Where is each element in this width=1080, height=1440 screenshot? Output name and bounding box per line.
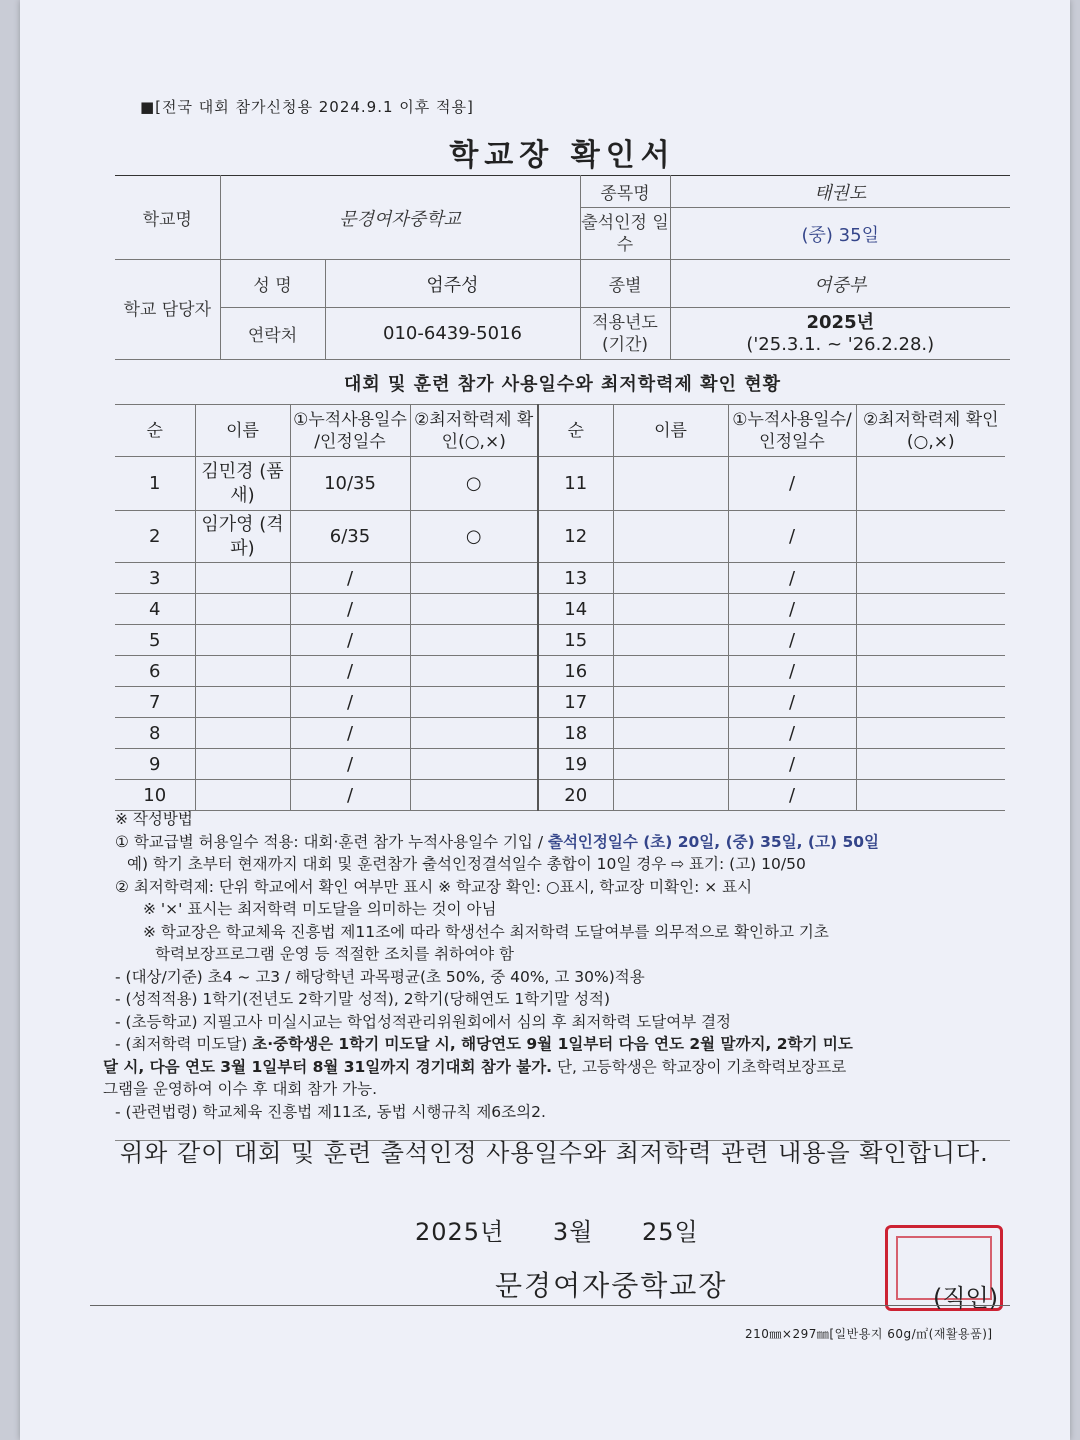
instruction-line: 예) 학기 초부터 현재까지 대회 및 훈련참가 출석인정결석일수 총합이 10일 경우 ⇨ 표기: (고) 10/50 — [127, 855, 806, 873]
row-number: 16 — [538, 656, 613, 687]
row-name — [613, 718, 728, 749]
row-number: 2 — [115, 511, 195, 563]
row-check — [410, 656, 538, 687]
row-check — [856, 594, 1005, 625]
contact-value: 010-6439-5016 — [325, 308, 580, 360]
row-name — [195, 594, 290, 625]
date-month: 3월 — [552, 1218, 594, 1246]
row-name — [613, 749, 728, 780]
row-days: / — [728, 718, 856, 749]
row-number: 14 — [538, 594, 613, 625]
row-name — [195, 780, 290, 811]
row-check — [410, 718, 538, 749]
row-days: / — [728, 656, 856, 687]
row-check — [856, 457, 1005, 511]
row-number: 4 — [115, 594, 195, 625]
seal-label: (직인) — [933, 1284, 999, 1312]
issue-date — [415, 1212, 739, 1247]
row-check — [856, 511, 1005, 563]
row-days: / — [290, 594, 410, 625]
col-name: 이름 — [195, 405, 290, 457]
row-number: 15 — [538, 625, 613, 656]
row-number: 9 — [115, 749, 195, 780]
row-name — [613, 594, 728, 625]
paper-spec: 210㎜×297㎜[일반용지 60g/㎡(재활용품)] — [745, 1327, 993, 1341]
instruction-line — [115, 1033, 1020, 1056]
row-name — [195, 687, 290, 718]
row-name — [613, 457, 728, 511]
contact-label: 연락처 — [220, 308, 325, 360]
section-title: 대회 및 훈련 참가 사용일수와 최저학력제 확인 현황 — [343, 374, 781, 395]
instructions-heading: ※ 작성방법 — [115, 810, 193, 828]
row-number: 11 — [538, 457, 613, 511]
row-days: / — [728, 511, 856, 563]
table-row — [115, 780, 1005, 811]
row-number: 5 — [115, 625, 195, 656]
instruction-line: - (초등학교) 지필고사 미실시교는 학업성적관리위원회에서 심의 후 최저학력 도달여부 결정 — [115, 1012, 732, 1031]
row-days: / — [728, 563, 856, 594]
row-name — [613, 511, 728, 563]
row-days: / — [728, 780, 856, 811]
footer-divider — [90, 1305, 1010, 1306]
col-check: ②최저학력제 확인(○,×) — [410, 405, 538, 457]
row-check — [856, 563, 1005, 594]
row-check — [410, 563, 538, 594]
row-check — [856, 656, 1005, 687]
date-year: 2025년 — [415, 1218, 505, 1246]
row-name — [613, 563, 728, 594]
name-value: 엄주성 — [325, 260, 580, 308]
row-name: 김민경 (품새) — [195, 457, 290, 511]
row-days: / — [290, 656, 410, 687]
row-check — [410, 625, 538, 656]
row-check — [856, 625, 1005, 656]
row-number: 3 — [115, 563, 195, 594]
table-row — [115, 718, 1005, 749]
row-number: 18 — [538, 718, 613, 749]
row-check: ○ — [410, 511, 538, 563]
year-cell — [670, 308, 1010, 360]
row-name — [195, 625, 290, 656]
paper-sheet — [20, 0, 1070, 1440]
row-number: 19 — [538, 749, 613, 780]
table-row — [115, 687, 1005, 718]
principal-name: 문경여자중학교장 — [495, 1269, 728, 1302]
instruction-text: ① 학교급별 허용일수 적용: 대회·훈련 참가 누적사용일수 기입 / — [115, 832, 548, 851]
row-name — [613, 625, 728, 656]
table-row — [115, 656, 1005, 687]
participation-table — [115, 404, 1005, 811]
row-name — [195, 749, 290, 780]
row-days: / — [728, 749, 856, 780]
row-days: / — [728, 594, 856, 625]
row-number: 17 — [538, 687, 613, 718]
row-check — [410, 687, 538, 718]
col-no-right: 순 — [538, 405, 613, 457]
instruction-line — [103, 1056, 1020, 1079]
row-days: / — [290, 749, 410, 780]
table-row — [115, 594, 1005, 625]
instruction-emphasis: 달 시, 다음 연도 3월 1일부터 8월 31일까지 경기대회 참가 불가. — [103, 1057, 553, 1076]
col-no: 순 — [115, 405, 195, 457]
row-name — [613, 656, 728, 687]
col-days: ①누적사용일수 /인정일수 — [290, 405, 410, 457]
row-check — [410, 749, 538, 780]
event-value: 태권도 — [670, 176, 1010, 208]
name-label: 성 명 — [220, 260, 325, 308]
row-days: / — [290, 687, 410, 718]
form-note: ■[전국 대회 참가신청용 2024.9.1 이후 적용] — [140, 98, 474, 116]
instruction-emphasis: 초·중학생은 1학기 미도달 시, 해당연도 9월 1일부터 다음 연도 2월 말까지, 2학기 미도 — [252, 1035, 853, 1053]
division-value: 여중부 — [670, 260, 1010, 308]
row-name — [613, 780, 728, 811]
table-row — [115, 511, 1005, 563]
instruction-line: 그램을 운영하여 이수 후 대회 참가 가능. — [103, 1080, 378, 1098]
row-days: / — [728, 625, 856, 656]
row-days: / — [728, 457, 856, 511]
school-name-label: 학교명 — [115, 176, 220, 260]
period-value: ('25.3.1. ~ '26.2.28.) — [746, 333, 935, 355]
row-number: 12 — [538, 511, 613, 563]
row-check — [856, 749, 1005, 780]
division-label: 종별 — [580, 260, 670, 308]
row-check: ○ — [410, 457, 538, 511]
row-days: 6/35 — [290, 511, 410, 563]
attendance-value: (중) 35일 — [670, 208, 1010, 260]
instruction-line: - (관련법령) 학교체육 진흥법 제11조, 동법 시행규칙 제6조의2. — [115, 1102, 546, 1121]
row-days: / — [290, 780, 410, 811]
year-label: 적용년도 (기간) — [580, 308, 670, 360]
confirmation-statement: 위와 같이 대회 및 훈련 출석인정 사용일수와 최저학력 관련 내용을 확인합니다. — [120, 1139, 989, 1167]
instruction-text: - (최저학력 미도달) — [115, 1035, 253, 1053]
row-number: 13 — [538, 563, 613, 594]
row-check — [856, 718, 1005, 749]
row-days: / — [290, 718, 410, 749]
row-number: 10 — [115, 780, 195, 811]
row-days: / — [290, 625, 410, 656]
row-number: 8 — [115, 718, 195, 749]
row-days: / — [728, 687, 856, 718]
instruction-text: 단, 고등학생은 학교장이 기초학력보장프로 — [552, 1057, 847, 1076]
info-table — [115, 175, 1010, 360]
instruction-line: - (성적적용) 1학기(전년도 2학기말 성적), 2학기(당해연도 1학기말 성적) — [115, 990, 611, 1008]
row-number: 7 — [115, 687, 195, 718]
instruction-line: ② 최저학력제: 단위 학교에서 확인 여부만 표시 ※ 학교장 확인: ○표시, 학교장 미확인: × 표시 — [115, 877, 753, 896]
row-number: 6 — [115, 656, 195, 687]
col-name-right: 이름 — [613, 405, 728, 457]
instruction-line: 학력보장프로그램 운영 등 적절한 조치를 취하여야 함 — [155, 945, 514, 963]
row-check — [410, 780, 538, 811]
table-row — [115, 457, 1005, 511]
row-check — [856, 687, 1005, 718]
instructions — [103, 808, 1020, 1123]
instruction-emphasis: 출석인정일수 (초) 20일, (중) 35일, (고) 50일 — [547, 832, 880, 851]
row-name — [195, 656, 290, 687]
instruction-line: ※ '×' 표시는 최저학력 미도달을 의미하는 것이 아님 — [143, 900, 497, 918]
table-row — [115, 625, 1005, 656]
col-check-right: ②최저학력제 확인(○,×) — [856, 405, 1005, 457]
row-number: 20 — [538, 780, 613, 811]
table-row — [115, 563, 1005, 594]
manager-label: 학교 담당자 — [115, 260, 220, 360]
row-number: 1 — [115, 457, 195, 511]
instruction-line: ※ 학교장은 학교체육 진흥법 제11조에 따라 학생선수 최저학력 도달여부를 의무적으로 확인하고 기초 — [143, 922, 829, 941]
instruction-line: - (대상/기준) 초4 ~ 고3 / 해당학년 과목평균(초 50%, 중 40%, 고 30%)적용 — [115, 967, 645, 986]
col-days-right: ①누적사용일수/ 인정일수 — [728, 405, 856, 457]
instruction-line — [115, 831, 1020, 854]
school-name-value: 문경여자중학교 — [220, 176, 580, 260]
attendance-label: 출석인정 일수 — [580, 208, 670, 260]
row-name — [613, 687, 728, 718]
event-label: 종목명 — [580, 176, 670, 208]
row-name — [195, 563, 290, 594]
table-row — [115, 749, 1005, 780]
date-day: 25일 — [642, 1218, 699, 1246]
document-title: 학교장 확인서 — [449, 138, 676, 173]
row-name — [195, 718, 290, 749]
year-value: 2025년 — [806, 311, 874, 333]
row-days: / — [290, 563, 410, 594]
row-days: 10/35 — [290, 457, 410, 511]
row-name: 임가영 (격파) — [195, 511, 290, 563]
row-check — [856, 780, 1005, 811]
row-check — [410, 594, 538, 625]
